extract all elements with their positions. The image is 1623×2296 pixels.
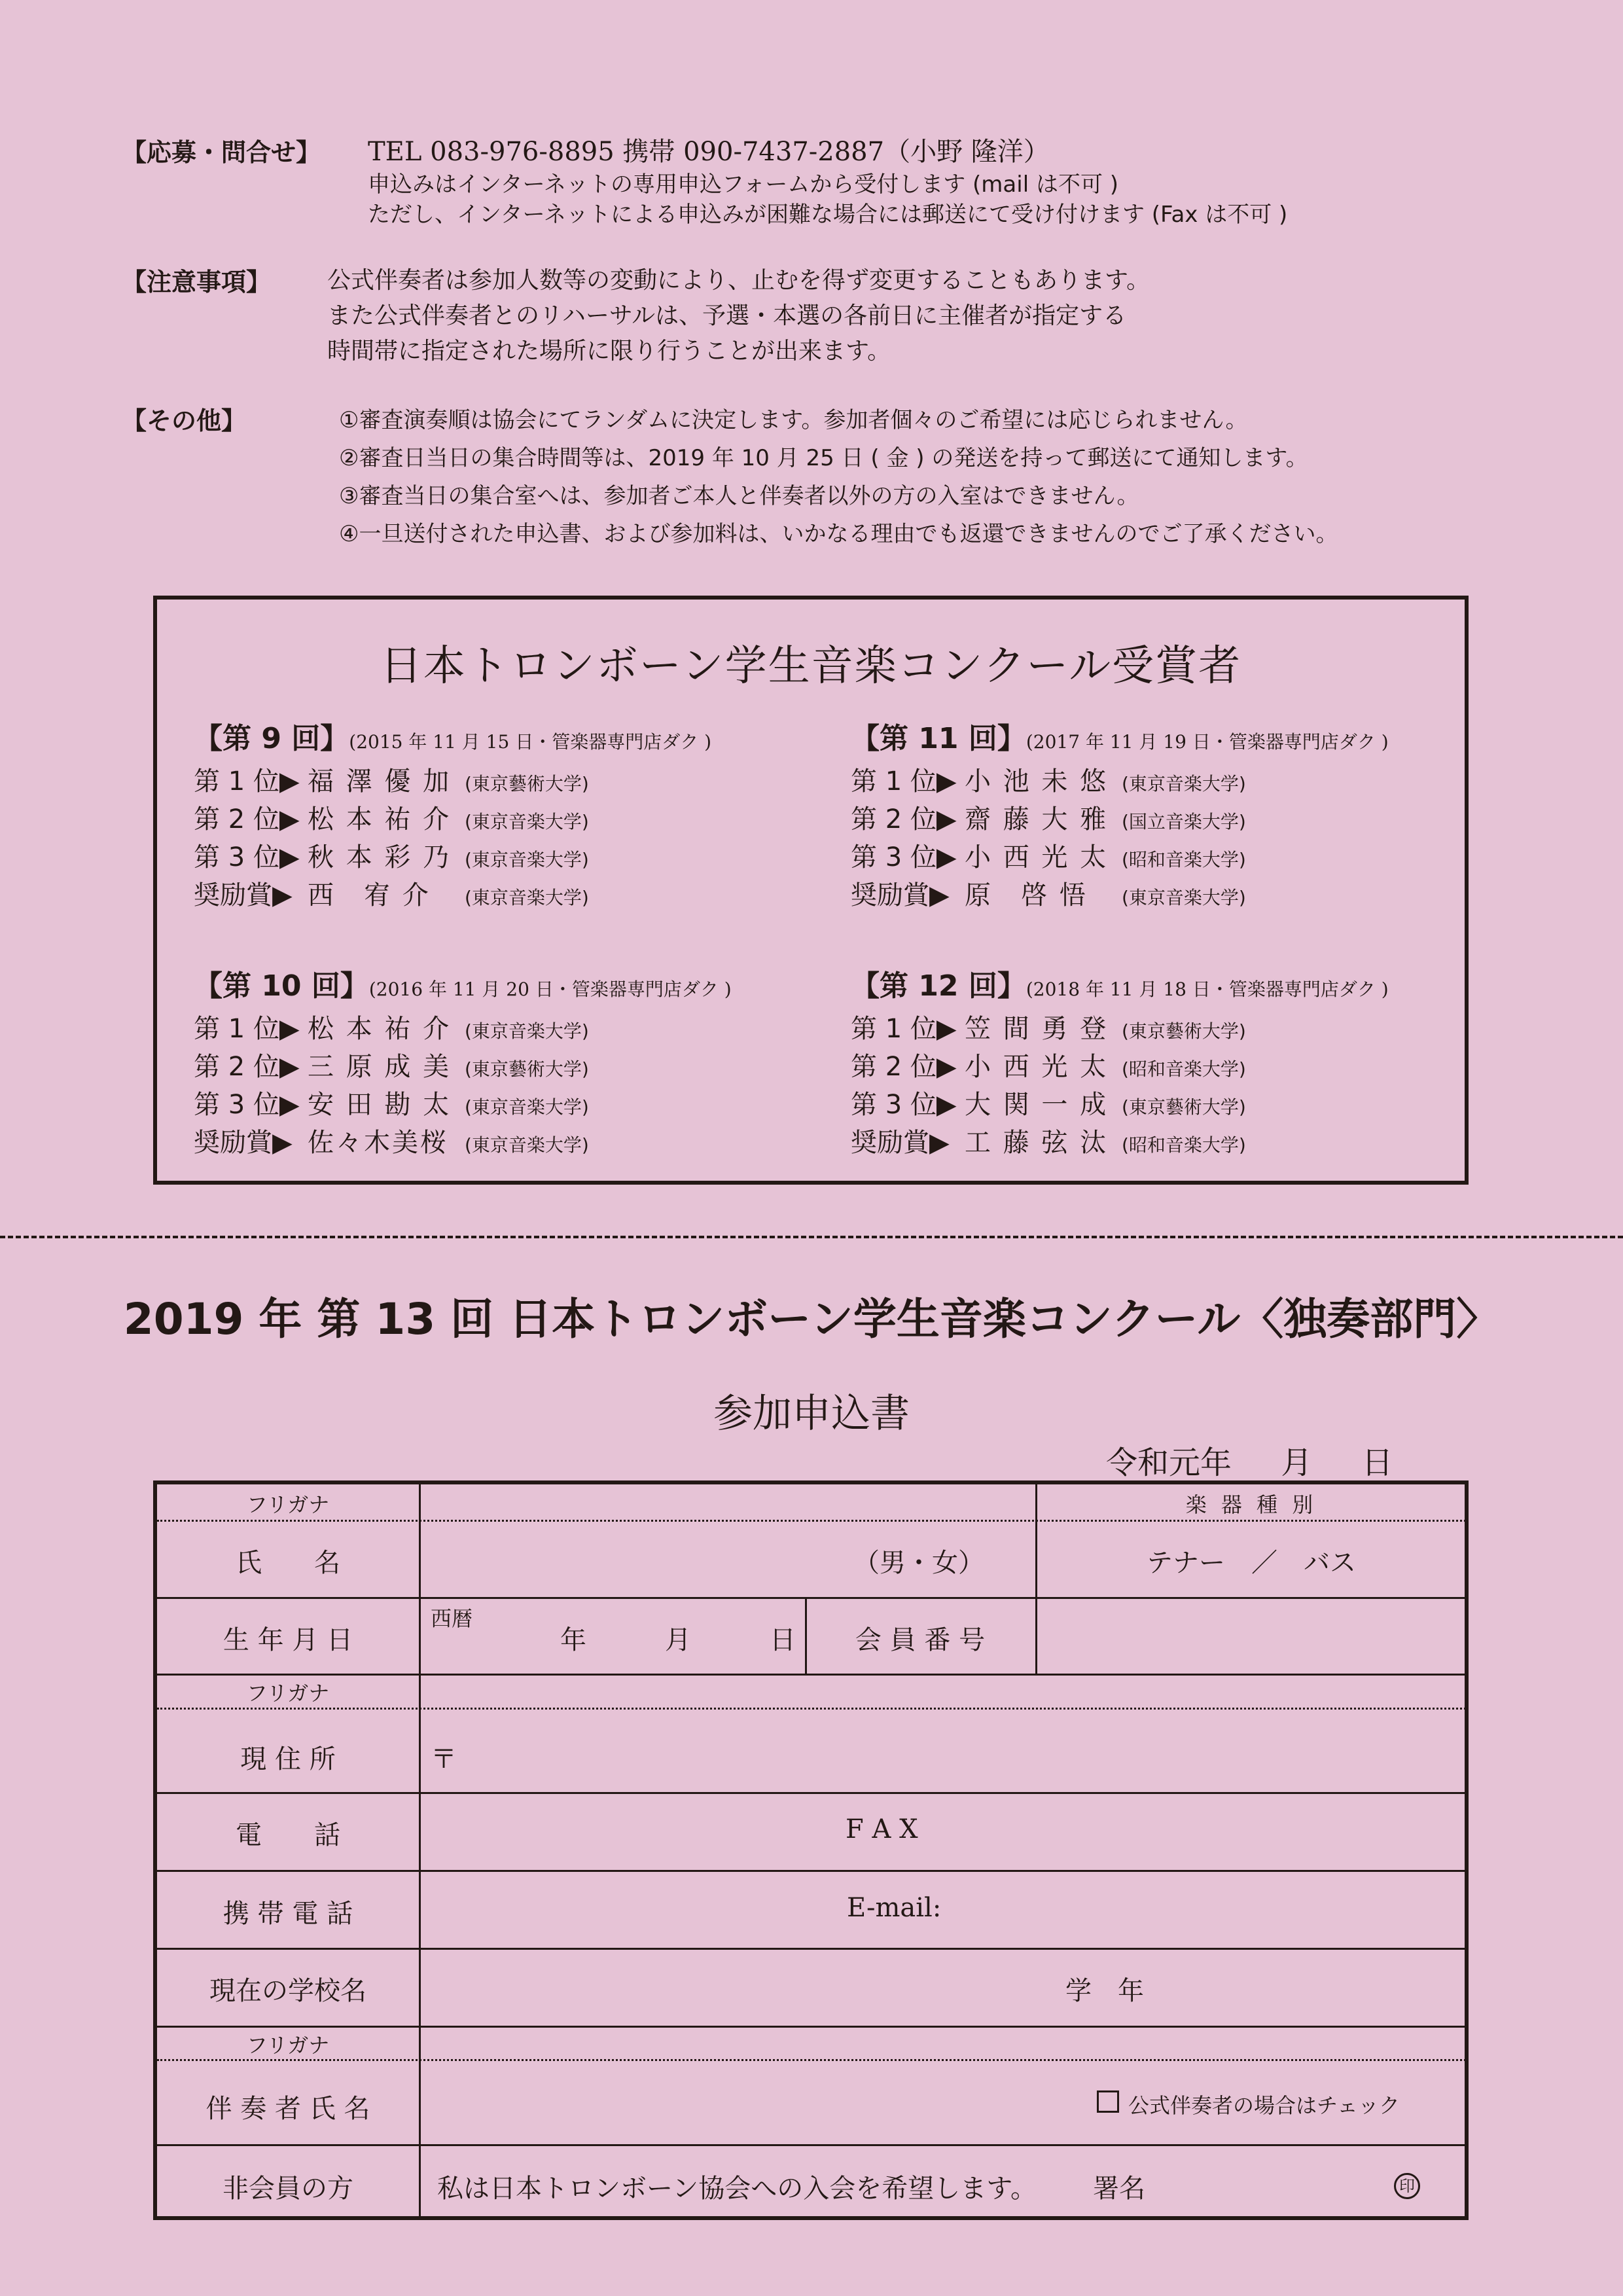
furigana-divider	[157, 1520, 1466, 1522]
instrument-options[interactable]: テナー ／ バス	[1147, 1548, 1356, 1578]
winner-place: 第 1 位▶	[851, 766, 957, 797]
notes-line-2: また公式伴奏者とのリハーサルは、予選・本選の各前日に主催者が指定する	[327, 302, 1127, 329]
winner-row	[851, 836, 1479, 874]
winner-row	[194, 1122, 822, 1160]
name-furigana-field[interactable]	[432, 1484, 1027, 1520]
winner-row	[194, 761, 822, 798]
birth-date-label: 生 年 月 日	[223, 1625, 353, 1655]
edition-label: 【第 12 回】	[851, 969, 1026, 1003]
member-number-field[interactable]	[1041, 1601, 1466, 1672]
winner-name: 松 本 祐 介	[308, 1014, 452, 1044]
edition-date: (2017 年 11 月 19 日・管楽器専門店ダク )	[1026, 731, 1389, 753]
winner-place: 奨励賞▶	[851, 1128, 950, 1158]
member-number-label: 会 員 番 号	[855, 1625, 986, 1655]
birth-date-fields[interactable]: 年 月 日	[560, 1625, 796, 1655]
contact-tel: TEL 083-976-8895 携帯 090-7437-2887（小野 隆洋）	[368, 137, 1050, 167]
winner-name: 小 西 光 太	[965, 842, 1109, 872]
winner-school: (東京音楽大学)	[465, 887, 589, 908]
winner-name: 福 澤 優 加	[308, 766, 452, 797]
gender-choice[interactable]: （男・女）	[853, 1548, 984, 1578]
edition-date: (2015 年 11 月 15 日・管楽器専門店ダク )	[349, 731, 712, 753]
winner-row	[851, 761, 1479, 798]
winner-row	[194, 874, 822, 912]
join-request-text: 私は日本トロンボーン協会への入会を希望します。	[437, 2174, 1037, 2204]
edition-label: 【第 11 回】	[851, 722, 1026, 755]
contact-line-2: ただし、インターネットによる申込みが困難な場合には郵送にて受け付けます (Fax は不可 )	[368, 202, 1288, 228]
row-divider	[157, 1597, 1465, 1599]
winners-box	[153, 596, 1469, 1185]
winners-edition-11	[851, 715, 1479, 912]
official-accompanist-checkbox[interactable]	[1097, 2090, 1119, 2113]
edition-date: (2016 年 11 月 20 日・管楽器専門店ダク )	[368, 978, 732, 1000]
winner-name: 原 啓 悟	[965, 880, 1088, 910]
grade-label: 学 年	[1065, 1976, 1144, 2006]
address-furigana-field[interactable]	[432, 1676, 1466, 1707]
winner-name: 安 田 勘 太	[308, 1090, 452, 1120]
mobile-phone-field[interactable]	[432, 1874, 825, 1945]
non-member-label: 非会員の方	[223, 2174, 353, 2204]
other-label: 【その他】	[122, 406, 247, 435]
other-line-4: ④一旦送付された申込書、および参加料は、いかなる理由でも返還できませんのでご了承ください。	[339, 521, 1338, 547]
winner-school: (昭和音楽大学)	[1122, 1134, 1246, 1156]
winner-school: (東京音楽大学)	[465, 1096, 589, 1118]
seal-mark: 印	[1394, 2173, 1420, 2199]
row-divider	[157, 1792, 1465, 1794]
winner-row	[194, 1084, 822, 1122]
phone-label: 電 話	[236, 1820, 340, 1850]
school-name-label: 現在の学校名	[209, 1976, 366, 2006]
winner-place: 奨励賞▶	[851, 880, 950, 910]
winner-place: 第 3 位▶	[194, 1090, 300, 1120]
winner-name: 秋 本 彩 乃	[308, 842, 452, 872]
mobile-phone-label: 携 帯 電 話	[223, 1899, 353, 1929]
winner-place: 第 2 位▶	[851, 1052, 957, 1082]
winner-row	[194, 1046, 822, 1084]
email-label: E-mail:	[847, 1893, 942, 1923]
notes-line-1: 公式伴奏者は参加人数等の変動により、止むを得ず変更することもあります。	[327, 267, 1150, 294]
signature-label: 署名	[1093, 2174, 1145, 2204]
winner-name: 齋 藤 大 雅	[965, 804, 1109, 834]
winner-school: (東京音楽大学)	[1122, 773, 1246, 795]
edition-label: 【第 10 回】	[194, 969, 369, 1003]
name-furigana-label: フリガナ	[246, 1492, 330, 1517]
contact-label: 【応募・問合せ】	[122, 138, 321, 167]
other-line-1: ①審査演奏順は協会にてランダムに決定します。参加者個々のご希望には応じられません。	[339, 407, 1248, 433]
instrument-label: 楽 器 種 別	[1185, 1492, 1317, 1517]
row-divider	[157, 1948, 1465, 1950]
winner-name: 工 藤 弦 汰	[965, 1128, 1109, 1158]
winner-school: (東京音楽大学)	[465, 1020, 589, 1042]
edition-date: (2018 年 11 月 18 日・管楽器専門店ダク )	[1026, 978, 1389, 1000]
winner-school: (昭和音楽大学)	[1122, 849, 1246, 870]
column-divider	[419, 1484, 421, 2217]
furigana-divider	[157, 2059, 1466, 2061]
other-line-2: ②審査日当日の集合時間等は、2019 年 10 月 25 日 ( 金 ) の発送を持って郵送にて通知します。	[339, 445, 1308, 471]
winner-school: (昭和音楽大学)	[1122, 1058, 1246, 1080]
name-label: 氏 名	[236, 1548, 340, 1578]
winners-edition-10	[194, 962, 822, 1160]
winner-school: (東京音楽大学)	[465, 849, 589, 870]
winner-school: (東京藝術大学)	[1122, 1096, 1246, 1118]
address-furigana-label: フリガナ	[246, 1681, 330, 1706]
winner-school: (東京藝術大学)	[465, 773, 589, 795]
winner-place: 第 1 位▶	[851, 1014, 957, 1044]
form-date-line: 令和元年 月 日	[1106, 1444, 1393, 1481]
winner-place: 第 2 位▶	[194, 804, 300, 834]
contact-line-1: 申込みはインターネットの専用申込フォームから受付します (mail は不可 )	[368, 171, 1119, 198]
winner-row	[851, 1046, 1479, 1084]
winners-edition-12	[851, 962, 1479, 1160]
winner-row	[851, 1084, 1479, 1122]
winner-name: 笠 間 勇 登	[965, 1014, 1109, 1044]
winner-row	[851, 798, 1479, 836]
winner-school: (国立音楽大学)	[1122, 811, 1246, 833]
fax-label: F A X	[846, 1814, 918, 1844]
winner-place: 第 1 位▶	[194, 1014, 300, 1044]
other-line-3: ③審査当日の集合室へは、参加者ご本人と伴奏者以外の方の入室はできません。	[339, 483, 1139, 509]
winner-school: (東京藝術大学)	[465, 1058, 589, 1080]
address-label: 現 住 所	[240, 1744, 336, 1774]
winner-place: 第 3 位▶	[851, 842, 957, 872]
furigana-divider	[157, 1708, 1466, 1710]
accompanist-furigana-field[interactable]	[432, 2028, 1466, 2058]
winners-title: 日本トロンボーン学生音楽コンクール受賞者	[380, 642, 1242, 691]
row-divider	[157, 2144, 1465, 2146]
winner-name: 松 本 祐 介	[308, 804, 452, 834]
winner-place: 奨励賞▶	[194, 880, 293, 910]
notes-label: 【注意事項】	[122, 268, 272, 296]
winner-place: 第 1 位▶	[194, 766, 300, 797]
postal-mark[interactable]: 〒	[431, 1744, 457, 1774]
winner-name: 小 西 光 太	[965, 1052, 1109, 1082]
signature-field[interactable]	[1165, 2159, 1394, 2208]
winner-place: 第 3 位▶	[194, 842, 300, 872]
winner-name: 三 原 成 美	[308, 1052, 452, 1082]
winner-place: 第 2 位▶	[851, 804, 957, 834]
winner-name: 西 宥 介	[308, 880, 431, 910]
winner-school: (東京音楽大学)	[465, 811, 589, 833]
form-subtitle: 参加申込書	[713, 1391, 910, 1437]
form-title: 2019 年 第 13 回 日本トロンボーン学生音楽コンクール〈独奏部門〉	[123, 1294, 1500, 1344]
winner-name: 小 池 未 悠	[965, 766, 1109, 797]
notes-line-3: 時間帯に指定された場所に限り行うことが出来ます。	[327, 338, 891, 365]
winner-row	[194, 798, 822, 836]
winner-place: 第 2 位▶	[194, 1052, 300, 1082]
winner-name: 大 関 一 成	[965, 1090, 1109, 1120]
phone-field[interactable]	[432, 1796, 825, 1867]
row-divider	[157, 1870, 1465, 1872]
school-name-field[interactable]	[432, 1952, 1047, 2022]
winner-name: 佐々木美桜	[308, 1128, 448, 1158]
official-accompanist-check-label: 公式伴奏者の場合はチェック	[1128, 2093, 1400, 2118]
winner-place: 第 3 位▶	[851, 1090, 957, 1120]
winner-row	[194, 836, 822, 874]
winner-school: (東京音楽大学)	[465, 1134, 589, 1156]
winner-school: (東京藝術大学)	[1122, 1020, 1246, 1042]
winner-row	[851, 1122, 1479, 1160]
cut-line-divider	[0, 1236, 1623, 1238]
winner-row	[851, 874, 1479, 912]
seireki-label: 西暦	[431, 1606, 473, 1631]
winner-place: 奨励賞▶	[194, 1128, 293, 1158]
winner-school: (東京音楽大学)	[1122, 887, 1246, 908]
winner-row	[194, 1008, 822, 1046]
edition-label: 【第 9 回】	[194, 722, 349, 755]
accompanist-furigana-label: フリガナ	[246, 2033, 330, 2058]
accompanist-name-label: 伴 奏 者 氏 名	[205, 2094, 370, 2124]
winner-row	[851, 1008, 1479, 1046]
winners-edition-9	[194, 715, 822, 912]
application-form-table	[153, 1480, 1469, 2220]
